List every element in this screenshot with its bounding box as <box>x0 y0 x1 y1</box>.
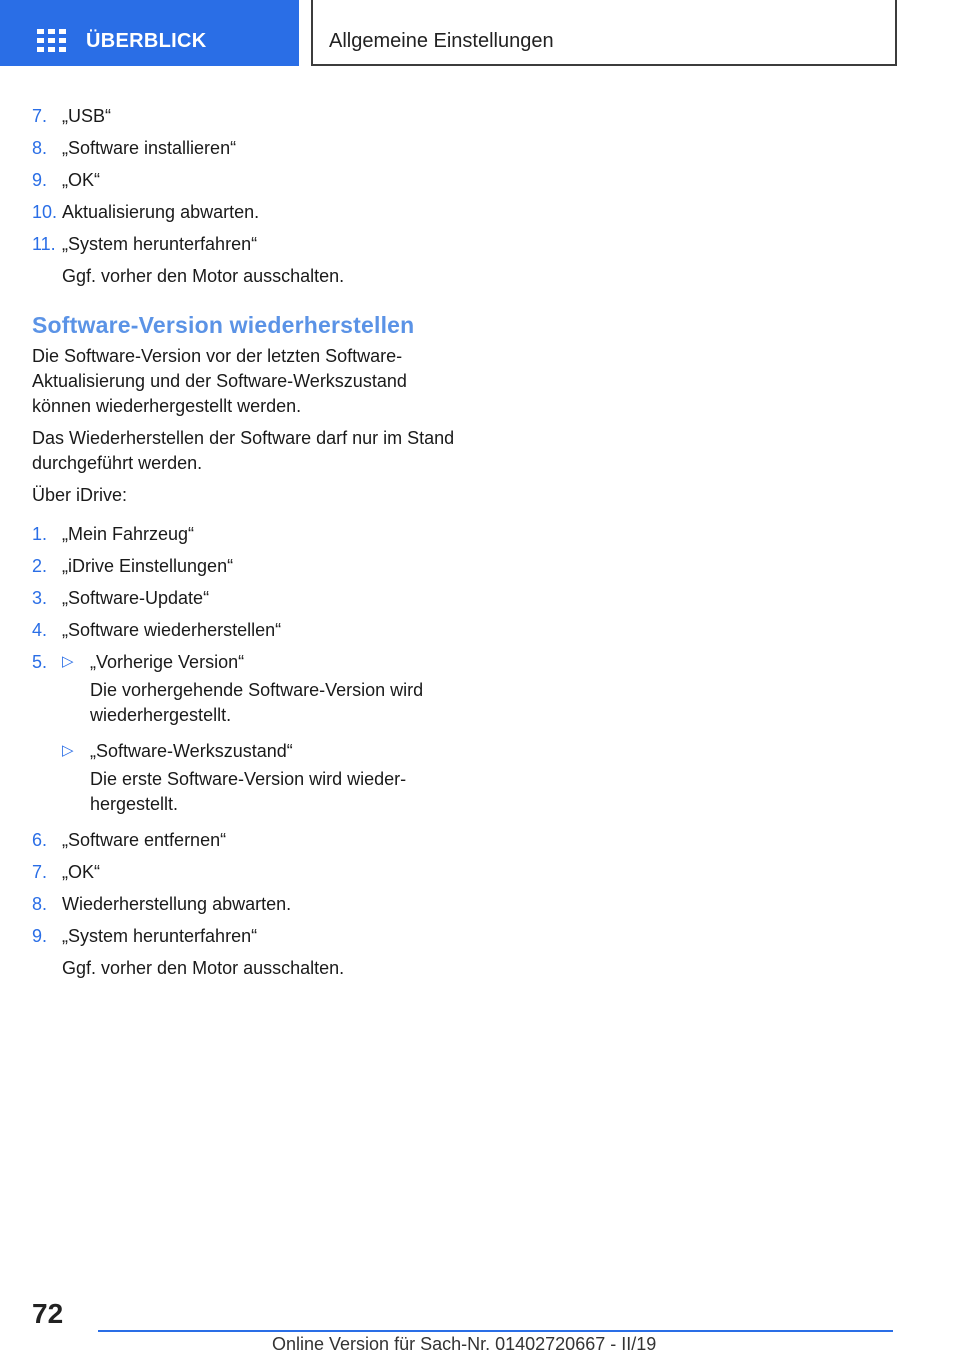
step-item <box>32 164 462 196</box>
step-item <box>32 550 462 582</box>
step-text: „System herunterfahren“ <box>62 926 258 946</box>
option-label: „Vorherige Version“ <box>90 652 245 672</box>
step-number: 8. <box>32 894 48 914</box>
step-item <box>32 100 462 132</box>
step-number: 2. <box>32 556 48 576</box>
step-item <box>32 228 462 260</box>
step-number: 9. <box>32 170 48 190</box>
step-number: 9. <box>32 926 48 946</box>
option-item <box>32 646 462 728</box>
step-note: Ggf. vorher den Motor ausschalten. <box>62 266 345 286</box>
step-text: „Software entfernen“ <box>62 830 227 850</box>
overview-tab-label: ÜBERBLICK <box>86 30 207 52</box>
paragraph: Das Wiederherstellen der Software darf nur im Stand durchgeführt werden. <box>32 428 455 473</box>
step-item <box>32 196 462 228</box>
step-item <box>32 920 462 952</box>
step-text: Aktualisierung abwarten. <box>62 202 260 222</box>
triangle-bullet-icon: ▷ <box>62 742 74 759</box>
section-heading: Software-Version wiederherstellen <box>32 312 415 338</box>
step-text: „Mein Fahrzeug“ <box>62 524 195 544</box>
steps-update-list <box>32 100 462 292</box>
step-number: 4. <box>32 620 48 640</box>
step-number: 8. <box>32 138 48 158</box>
step-number: 11. <box>32 234 56 254</box>
option-description: Die erste Software-Version wird wiederhergestellt. <box>90 769 407 814</box>
option-description: Die vorhergehende Software-Version wird wiederhergestellt. <box>90 680 424 725</box>
step-number: 1. <box>32 524 48 544</box>
step-item <box>32 888 462 920</box>
steps-restore-list <box>32 518 462 984</box>
step-note: Ggf. vorher den Motor ausschalten. <box>62 958 345 978</box>
step-text: „Software wiederherstellen“ <box>62 620 282 640</box>
main-content <box>32 100 462 984</box>
step-number: 10. <box>32 202 58 222</box>
step-number: 6. <box>32 830 48 850</box>
page-header <box>0 0 960 66</box>
step-item-options <box>32 646 462 817</box>
step-number: 7. <box>32 106 48 126</box>
section-title: Allgemeine Einstellungen <box>329 30 554 52</box>
overview-tab[interactable] <box>0 0 299 66</box>
page-number: 72 <box>32 1298 64 1329</box>
step-item <box>32 582 462 614</box>
section-title-box <box>311 0 897 66</box>
step-item <box>32 614 462 646</box>
paragraph: Die Software-Version vor der letzten Software-Aktualisierung und der Software-Werkszustand können wiederhergestellt werden. <box>32 346 407 416</box>
step-text: Wiederherstellung abwarten. <box>62 894 292 914</box>
step-text: „Software-Update“ <box>62 588 210 608</box>
step-text: „Software installieren“ <box>62 138 237 158</box>
step-item <box>32 132 462 164</box>
step-number: 7. <box>32 862 48 882</box>
step-text: „OK“ <box>62 170 100 190</box>
grid-icon <box>37 29 67 53</box>
triangle-bullet-icon: ▷ <box>62 653 74 670</box>
step-text: „OK“ <box>62 862 100 882</box>
footer-divider <box>98 1330 893 1332</box>
step-text: „USB“ <box>62 106 111 126</box>
option-item <box>32 735 462 817</box>
step-number: 5. <box>32 652 48 672</box>
step-item <box>32 518 462 550</box>
step-item <box>32 824 462 856</box>
footer-text: Online Version für Sach-Nr. 01402720667 - II/19 <box>272 1334 657 1354</box>
step-number: 3. <box>32 588 48 608</box>
step-item <box>32 856 462 888</box>
step-text: „iDrive Einstellungen“ <box>62 556 234 576</box>
option-label: „Software-Werkszustand“ <box>90 741 293 761</box>
paragraph: Über iDrive: <box>32 485 128 505</box>
step-text: „System herunterfahren“ <box>62 234 258 254</box>
